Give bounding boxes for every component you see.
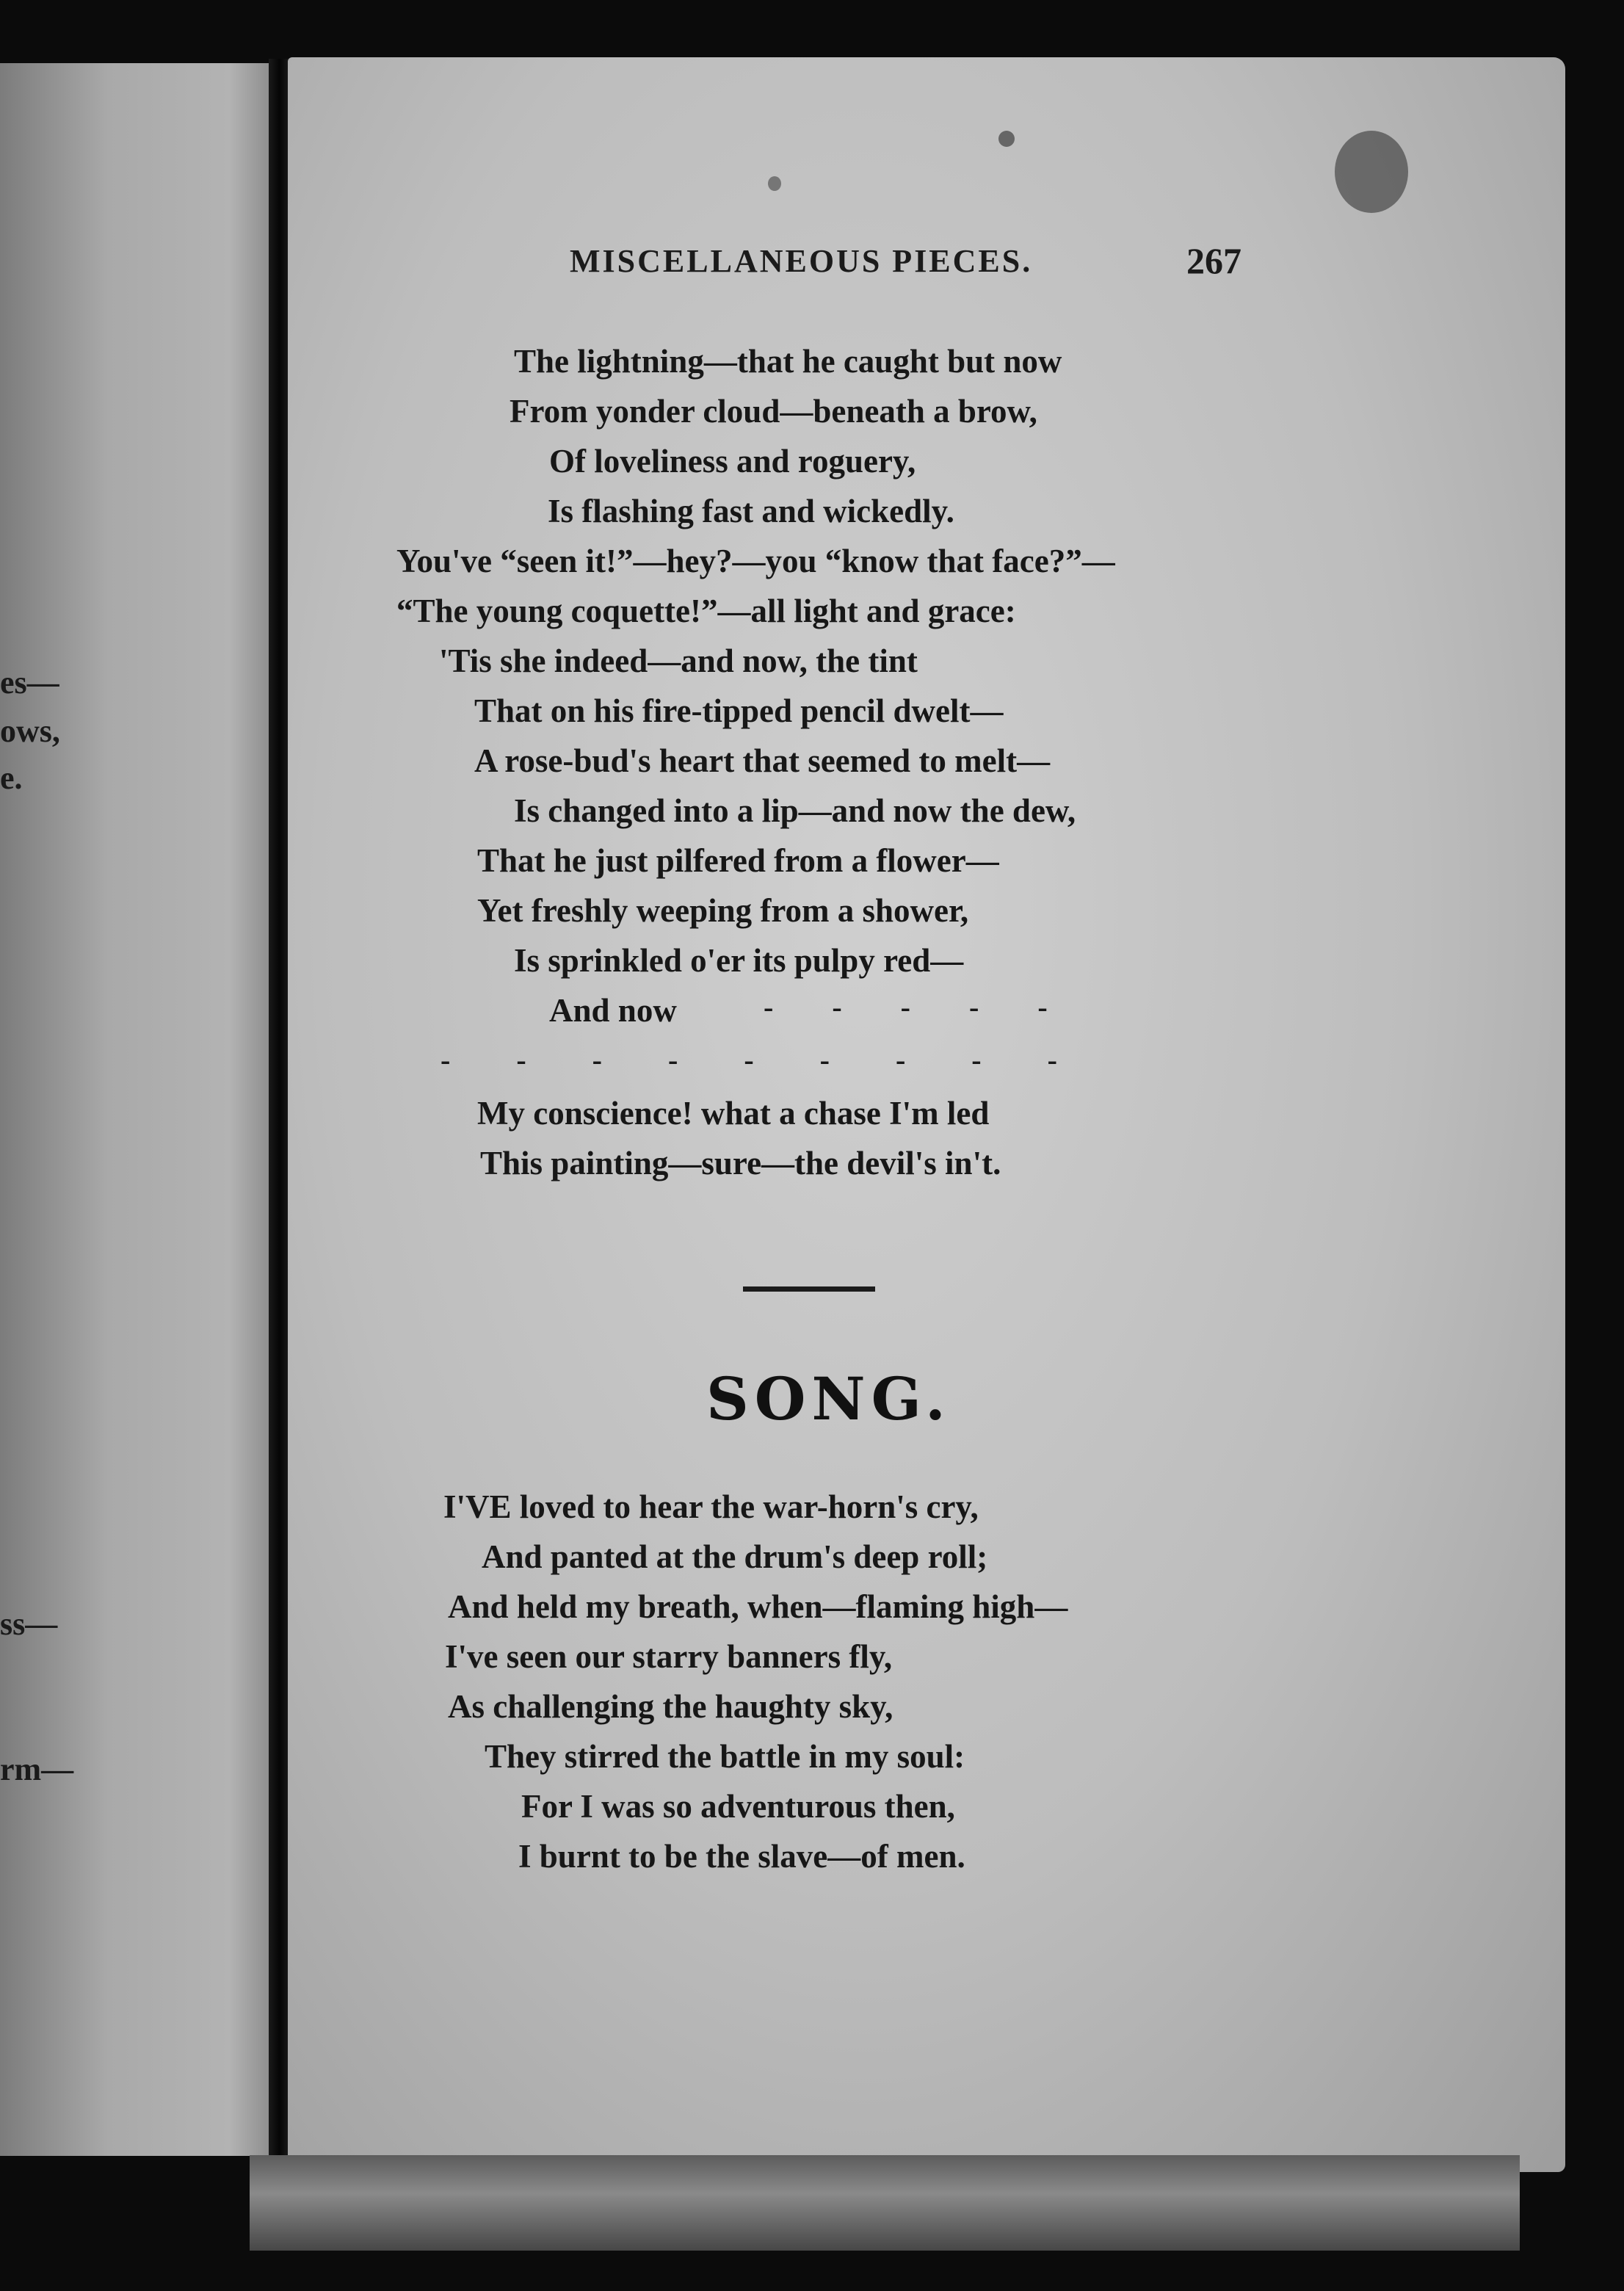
dash-mark: - (764, 991, 774, 1024)
dash-mark: - (667, 1043, 678, 1076)
song-line: For I was so adventurous then, (521, 1788, 955, 1825)
dash-mark: - (592, 1043, 602, 1076)
poem-line: “The young coquette!”—all light and grace: (396, 593, 1016, 629)
song-line: I burnt to be the slave—of men. (518, 1838, 965, 1875)
poem-line: Of loveliness and roguery, (549, 443, 916, 479)
poem-line: Is flashing fast and wickedly. (548, 493, 954, 529)
song-line: They stirred the battle in my soul: (485, 1738, 965, 1775)
poem-line: My conscience! what a chase I'm led (477, 1095, 990, 1132)
left-page-fragment: es— (0, 665, 59, 701)
ellipsis-dashes (764, 993, 1048, 1022)
dash-mark: - (968, 991, 979, 1024)
dash-mark: - (516, 1043, 526, 1076)
dash-mark: - (441, 1043, 451, 1076)
foxing-stain (768, 176, 781, 191)
left-page (0, 63, 270, 2156)
song-line: And held my breath, when—flaming high— (448, 1588, 1068, 1625)
poem-line: This painting—sure—the devil's in't. (480, 1145, 1001, 1181)
page-bottom-edge (250, 2155, 1520, 2251)
song-line: As challenging the haughty sky, (448, 1688, 893, 1725)
section-rule (743, 1286, 875, 1292)
left-page-fragment: ss— (0, 1606, 58, 1642)
dash-mark: - (819, 1043, 830, 1076)
left-page-fragment: rm— (0, 1751, 74, 1787)
dash-mark: - (971, 1043, 982, 1076)
foxing-stain (998, 131, 1015, 147)
poem-line: Is sprinkled o'er its pulpy red— (514, 942, 964, 979)
song-title: SONG. (706, 1364, 951, 1433)
page-number: 267 (1186, 240, 1241, 281)
dash-mark: - (895, 1043, 906, 1076)
poem-line: A rose-bud's heart that seemed to melt— (474, 742, 1051, 779)
left-page-fragment: e. (0, 760, 23, 796)
poem-line: And now (549, 992, 677, 1029)
song-line: I'VE loved to hear the war-horn's cry, (443, 1488, 979, 1525)
poem-line: Is changed into a lip—and now the dew, (514, 792, 1076, 829)
song-line: I've seen our starry banners fly, (445, 1638, 893, 1675)
poem-line: The lightning—that he caught but now (514, 343, 1062, 380)
poem-line: That on his fire-tipped pencil dwelt— (474, 692, 1004, 729)
dash-mark: - (832, 991, 842, 1024)
poem-line: Yet freshly weeping from a shower, (477, 892, 969, 929)
dash-mark: - (744, 1043, 754, 1076)
poem-line: You've “seen it!”—hey?—you “know that face?”— (396, 543, 1115, 579)
song-line: And panted at the drum's deep roll; (482, 1538, 988, 1575)
poem-line: That he just pilfered from a flower— (477, 842, 999, 879)
dash-mark: - (1047, 1043, 1057, 1076)
poem-line: 'Tis she indeed—and now, the tint (439, 643, 918, 679)
dash-mark: - (1037, 991, 1048, 1024)
poem-line: From yonder cloud—beneath a brow, (510, 393, 1037, 430)
left-page-fragment: ows, (0, 713, 60, 749)
running-head: MISCELLANEOUS PIECES. (570, 243, 1033, 279)
ellipsis-dashes (441, 1043, 1057, 1076)
foxing-stain (1335, 131, 1408, 213)
dash-mark: - (900, 991, 910, 1024)
